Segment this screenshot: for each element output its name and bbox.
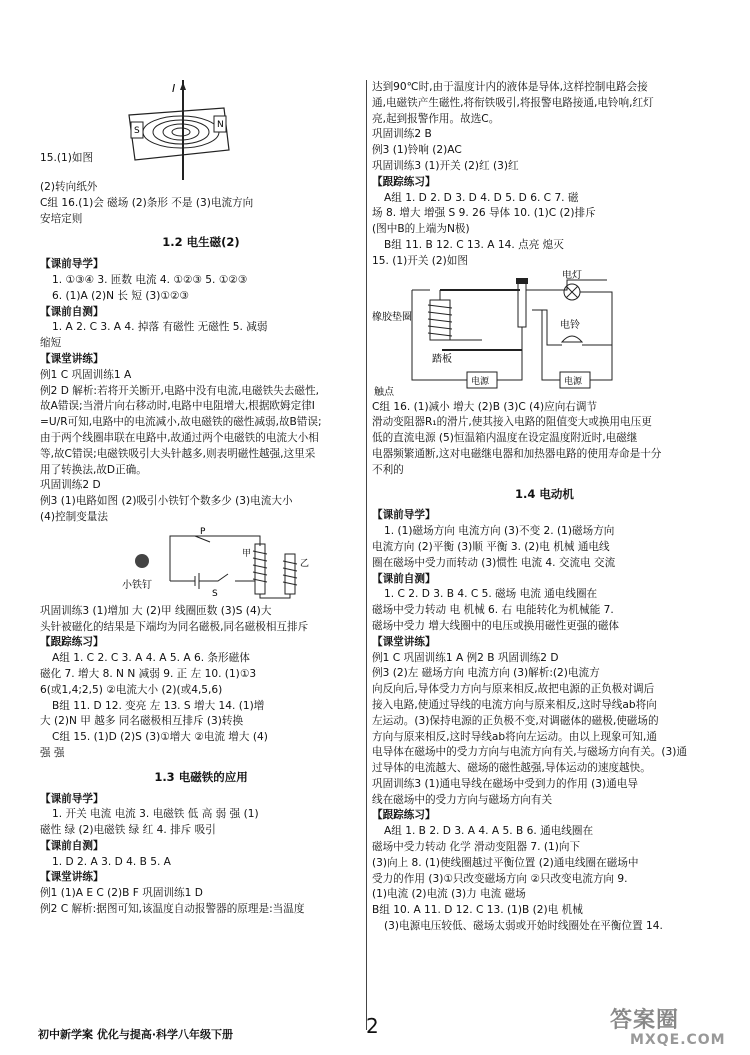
source-label-1: 电源 bbox=[471, 376, 490, 387]
yi-label: 乙 bbox=[300, 558, 310, 569]
q15-row bbox=[40, 80, 362, 180]
text-line: 电导体在磁场中的受力方向与电流方向有关,与磁场方向有关。(3)通 bbox=[372, 746, 687, 759]
text-line: C组 16. (1)减小 增大 (2)B (3)C (4)应向右调节 bbox=[372, 400, 598, 413]
text-line: 向反向后,导体受力方向与原来相反,故把电源的正负极对调后 bbox=[372, 683, 655, 696]
text-line: 巩固训练2 B bbox=[372, 128, 432, 141]
text-line: 低的直流电源 (5)恒温箱内温度在设定温度附近时,电磁继 bbox=[372, 432, 638, 445]
text-line: (2)转向纸外 bbox=[40, 181, 98, 193]
section-heading: 【课前自测】 bbox=[372, 572, 436, 585]
current-label: I bbox=[172, 82, 176, 95]
text-line: 1. (1)磁场方向 电流方向 (3)不变 2. (1)磁场方向 bbox=[384, 525, 615, 538]
section-heading: 【跟踪练习】 bbox=[372, 809, 436, 822]
watermark-logo: 答案圈 bbox=[610, 1007, 680, 1033]
text-line: 滑动变阻器R₁的滑片,使其接入电路的阻值变大或换用电压更 bbox=[372, 416, 652, 429]
section-heading: 【课前导学】 bbox=[372, 509, 436, 522]
text-line: 巩固训练3 (1)增加 大 (2)甲 线圈匝数 (3)S (4)大 bbox=[40, 604, 272, 617]
text-line: 电器频繁通断,这对电磁继电器和加热器电路的使用寿命是十分 bbox=[372, 447, 662, 460]
text-line: A组 1. D 2. D 3. D 4. D 5. D 6. C 7. 磁 bbox=[384, 191, 579, 204]
text-line: 达到90℃时,由于温度计内的液体是导体,这样控制电路会接 bbox=[372, 81, 648, 93]
text-line: 磁化 7. 增大 8. N N 减弱 9. 正 左 10. (1)①3 bbox=[40, 667, 257, 680]
source-label-2: 电源 bbox=[564, 376, 583, 387]
section-title: 1.4 电动机 bbox=[515, 486, 574, 501]
text-line: A组 1. C 2. C 3. A 4. A 5. A 6. 条形磁体 bbox=[52, 652, 250, 665]
p-label: P bbox=[200, 526, 206, 537]
text-line: 用了转换法,故D正确。 bbox=[40, 463, 147, 476]
text-line: 例3 (1)铃响 (2)AC bbox=[372, 144, 462, 157]
text-line: 磁场中受力转动 电 机械 6. 右 电能转化为机械能 7. bbox=[372, 604, 614, 617]
text-line: 圈在磁场中受力而转动 (3)惯性 电流 4. 交流电 交流 bbox=[372, 556, 616, 569]
relay-circuit-figure bbox=[372, 270, 652, 400]
section-heading: 【课前自测】 bbox=[40, 839, 104, 852]
right-column bbox=[372, 80, 717, 935]
text-line: (1)电流 (2)电流 (3)力 电流 磁场 bbox=[372, 888, 526, 901]
section-heading: 【课前导学】 bbox=[40, 258, 104, 271]
text-line: B组 10. A 11. D 12. C 13. (1)B (2)电 机械 bbox=[372, 904, 583, 917]
text-line: 例3 (1)电路如图 (2)吸引小铁钉个数多少 (3)电流大小 bbox=[40, 495, 293, 508]
text-line: C组 15. (1)D (2)S (3)①增大 ②电流 增大 (4) bbox=[52, 731, 268, 744]
text-line: 15. (1)开关 (2)如图 bbox=[372, 254, 468, 267]
text-line: 故A错误;当滑片向右移动时,电路中电阻增大,根据欧姆定律I bbox=[40, 400, 315, 413]
text-line: 安培定则 bbox=[40, 212, 83, 225]
text-line: 线在磁场中的受力方向与磁场方向有关 bbox=[372, 793, 553, 806]
section-heading: 【跟踪练习】 bbox=[40, 636, 104, 649]
lamp-label: 电灯 bbox=[562, 269, 582, 281]
jia-label: 甲 bbox=[242, 548, 252, 559]
section-heading: 【课前自测】 bbox=[40, 305, 104, 318]
text-line: 受力的作用 (3)①只改变磁场方向 ②只改变电流方向 9. bbox=[372, 872, 628, 885]
page-footer: 初中新学案 优化与提高·科学八年级下册 bbox=[38, 1028, 234, 1041]
text-line: 磁场中受力转动 化学 滑动变阻器 7. (1)向下 bbox=[372, 841, 581, 854]
text-line: 磁场中受力 增大线圈中的电压或换用磁性更强的磁体 bbox=[372, 619, 620, 632]
page-number: 2 bbox=[366, 1014, 379, 1038]
watermark-url: MXQE.COM bbox=[630, 1032, 726, 1048]
text-line: 亮,起到报警作用。故选C。 bbox=[372, 112, 500, 125]
section-heading: 【课堂讲练】 bbox=[40, 352, 104, 365]
text-line: 1. C 2. D 3. B 4. C 5. 磁场 电流 通电线圈在 bbox=[384, 588, 598, 601]
text-line: 例2 C 解析:据图可知,该温度自动报警器的原理是:当温度 bbox=[40, 903, 305, 916]
left-column bbox=[40, 80, 362, 918]
section-heading: 【跟踪练习】 bbox=[372, 175, 436, 188]
n-label: N bbox=[217, 120, 224, 130]
text-line: 等,故C错误;电磁铁吸引大头针越多,则表明磁性越强,这里采 bbox=[40, 447, 316, 460]
nail-label: 小铁钉 bbox=[122, 579, 152, 591]
pedal-label: 踏板 bbox=[432, 353, 452, 365]
text-line: =U/R可知,电路中的电流减小,故电磁铁的磁性减弱,故B错误; bbox=[40, 416, 322, 429]
section-heading: 【课前导学】 bbox=[40, 792, 104, 805]
text-line: 1. D 2. A 3. D 4. B 5. A bbox=[52, 855, 171, 868]
text-line: B组 11. D 12. 变亮 左 13. S 增大 14. (1)增 bbox=[52, 699, 265, 712]
section-title: 1.3 电磁铁的应用 bbox=[154, 769, 248, 784]
text-line: 1. 开关 电流 电流 3. 电磁铁 低 高 弱 强 (1) bbox=[52, 808, 259, 821]
text-line: 左运动。(3)保持电源的正负极不变,对调磁体的磁极,使磁场的 bbox=[372, 714, 659, 727]
text-line: 1. A 2. C 3. A 4. 掉落 有磁性 无磁性 5. 减弱 bbox=[52, 321, 268, 334]
electromagnet-circuit-figure bbox=[120, 526, 340, 604]
text-line: 1. ①③④ 3. 匝数 电流 4. ①②③ 5. ①②③ bbox=[52, 273, 248, 286]
text-line: 例2 D 解析:若将开关断开,电路中没有电流,电磁铁失去磁性, bbox=[40, 384, 319, 397]
text-line: 不利的 bbox=[372, 463, 404, 476]
text-line: 过导体的电流越大、磁场的磁性越强,导体运动的速度越快。 bbox=[372, 762, 651, 775]
text-line: 通,电磁铁产生磁性,将衔铁吸引,将报警电路接通,电铃响,红灯 bbox=[372, 96, 654, 109]
text-line: 例1 C 巩固训练1 A bbox=[40, 368, 132, 381]
text-line: C组 16.(1)会 磁场 (2)条形 不是 (3)电流方向 bbox=[40, 196, 254, 209]
section-heading: 【课堂讲练】 bbox=[40, 871, 104, 884]
text-line: 电流方向 (2)平衡 (3)顺 平衡 3. (2)电 机械 通电线 bbox=[372, 540, 610, 553]
text-line: 磁性 绿 (2)电磁铁 绿 红 4. 排斥 吸引 bbox=[40, 824, 216, 837]
contact-label: 触点 bbox=[374, 386, 394, 398]
bell-label: 电铃 bbox=[560, 319, 580, 331]
column-divider bbox=[366, 80, 367, 1030]
section-heading: 【课堂讲练】 bbox=[372, 635, 436, 648]
text-line: B组 11. B 12. C 13. A 14. 点亮 熄灭 bbox=[384, 238, 564, 251]
text-line: 15.(1)如图 bbox=[40, 152, 94, 165]
text-line: (4)控制变量法 bbox=[40, 510, 108, 523]
text-line: (图中B的上端为N极) bbox=[372, 223, 470, 236]
text-line: 6(或1,4;2,5) ②电流大小 (2)(或4,5,6) bbox=[40, 683, 223, 696]
section-title: 1.2 电生磁(2) bbox=[162, 235, 240, 250]
text-line: 缩短 bbox=[40, 337, 62, 350]
text-line: (3)电源电压较低、磁场太弱或开始时线圈处在平衡位置 14. bbox=[384, 920, 663, 933]
solenoid-figure bbox=[109, 80, 239, 180]
text-line: 例3 (2)左 磁场方向 电流方向 (3)解析:(2)电流方 bbox=[372, 667, 600, 680]
text-line: 例1 C 巩固训练1 A 例2 B 巩固训练2 D bbox=[372, 651, 559, 664]
s-label: S bbox=[134, 126, 140, 136]
text-line: A组 1. B 2. D 3. A 4. A 5. B 6. 通电线圈在 bbox=[384, 825, 594, 838]
text-line: 强 强 bbox=[40, 746, 65, 759]
rubber-label: 橡胶垫圈 bbox=[372, 311, 412, 323]
text-line: (3)向上 8. (1)使线圈越过平衡位置 (2)通电线圈在磁场中 bbox=[372, 856, 639, 869]
text-line: 场 8. 增大 增强 S 9. 26 导体 10. (1)C (2)排斥 bbox=[372, 207, 596, 220]
text-line: 接入电路,使通过导线的电流方向与原来相反,这时导线ab将向 bbox=[372, 698, 657, 711]
text-line: 大 (2)N 甲 越多 同名磁极相互排斥 (3)转换 bbox=[40, 715, 244, 728]
text-line: 巩固训练2 D bbox=[40, 479, 101, 492]
text-line: 方向与原来相反,这时导线ab将向左运动。由以上现象可知,通 bbox=[372, 730, 657, 743]
text-line: 巩固训练3 (1)通电导线在磁场中受到力的作用 (3)通电导 bbox=[372, 777, 638, 790]
text-line: 6. (1)A (2)N 长 短 (3)①②③ bbox=[52, 289, 189, 302]
text-line: 头针被磁化的结果是下端均为同名磁极,同名磁极相互排斥 bbox=[40, 620, 309, 633]
text-line: 例1 (1)A E C (2)B F 巩固训练1 D bbox=[40, 887, 203, 900]
switch-label: S bbox=[212, 588, 218, 599]
text-line: 由于两个线圈串联在电路中,故通过两个电磁铁的电流大小相 bbox=[40, 431, 319, 444]
text-line: 巩固训练3 (1)开关 (2)红 (3)红 bbox=[372, 159, 519, 172]
